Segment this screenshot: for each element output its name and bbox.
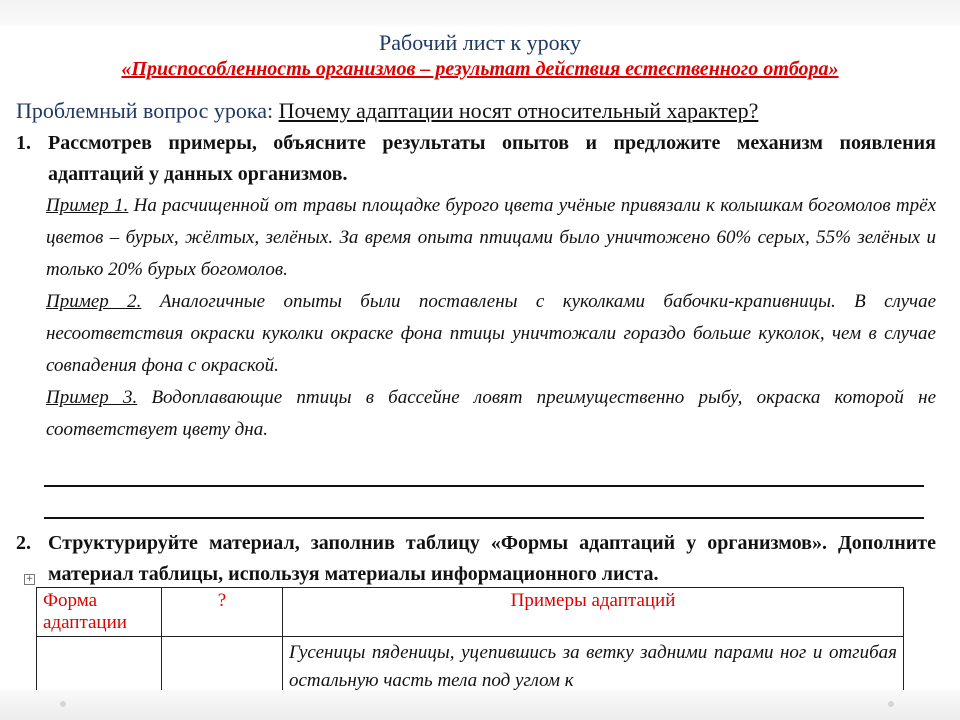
example-2-text: Аналогичные опыты были поставлены с куколками бабочки-крапивницы. В случае несоответствия окраски куколки окраске фона птицы уничтожали гораздо больше куколок, чем в случае совпадения фона с окраской. — [46, 291, 937, 376]
problem-question — [16, 98, 758, 124]
bottom-bar — [0, 690, 960, 720]
slide-dot — [888, 701, 894, 707]
answer-line-2[interactable] — [44, 517, 924, 519]
example-3-text: Водоплавающие птицы в бассейне ловят преимущественно рыбу, окраска которой не соответствует цвету дна. — [46, 387, 937, 440]
table-cell[interactable] — [162, 637, 283, 691]
task-1-text: Рассмотрев примеры, объясните результаты опытов и предложите механизм появления адаптаций у данных организмов. — [48, 132, 936, 185]
task-2 — [16, 528, 936, 590]
example-2 — [46, 286, 936, 382]
page-title: Рабочий лист к уроку — [379, 30, 581, 55]
lesson-subtitle: «Приспособленность организмов – результат действия естественного отбора» — [121, 58, 839, 80]
adaptation-table — [36, 587, 904, 690]
table-cell[interactable] — [37, 637, 162, 691]
worksheet-page — [14, 26, 946, 690]
example-1-text: На расчищенной от травы площадке бурого цвета учёные привязали к колышкам богомолов трёх цветов – бурых, жёлтых, зелёных. За время опыта птицами было уничтожено 60% серых, 55% зелёных и только 20% бурых богомолов. — [46, 195, 937, 280]
example-3 — [46, 382, 936, 446]
header-examples: Примеры адаптаций — [283, 588, 904, 637]
example-1 — [46, 190, 936, 286]
task-2-text: Структурируйте материал, заполнив таблицу «Формы адаптаций у организмов». Дополните материал таблицы, используя материалы информационного листа. — [48, 532, 936, 585]
header-question: ? — [162, 588, 283, 637]
answer-line-1[interactable] — [44, 485, 924, 487]
task-1 — [16, 128, 936, 190]
example-1-label: Пример 1. — [46, 195, 129, 216]
top-bar — [0, 0, 960, 26]
header-form: Форма адаптации — [37, 588, 162, 637]
table-row — [37, 637, 904, 691]
table-move-handle-icon[interactable]: + — [25, 574, 34, 584]
slide-dot — [60, 701, 66, 707]
problem-question-text: Почему адаптации носят относительный характер? — [278, 98, 759, 123]
task-2-number: 2. — [16, 532, 31, 554]
example-3-label: Пример 3. — [46, 387, 138, 408]
problem-label: Проблемный вопрос урока: — [16, 98, 274, 123]
task-1-number: 1. — [16, 132, 31, 154]
table-cell-example: Гусеницы пяденицы, уцепившись за ветку задними парами ног и отгибая остальную часть тела под углом к — [283, 637, 904, 691]
example-2-label: Пример 2. — [46, 291, 142, 312]
table-header-row — [37, 588, 904, 637]
